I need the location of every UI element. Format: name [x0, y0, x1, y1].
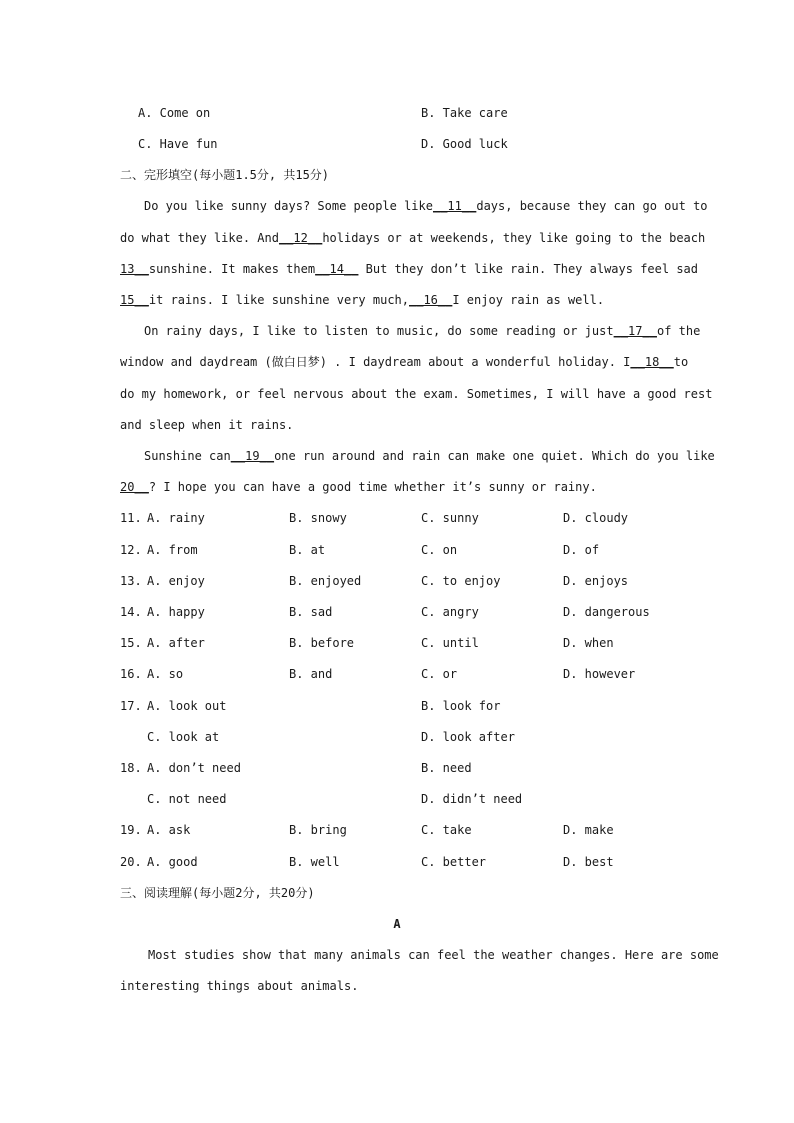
blank-19: __19__: [230, 449, 275, 463]
option-c: C. take: [421, 823, 472, 837]
question-number: 19.: [120, 823, 142, 837]
prev-option-a: A. Come on: [138, 106, 211, 120]
option-d: D. make: [563, 823, 614, 837]
option-a: A. happy: [147, 605, 205, 619]
blank-12: __12__: [278, 231, 323, 245]
option-a: A. from: [147, 543, 198, 557]
option-c: C. on: [421, 543, 458, 557]
option-b: B. enjoyed: [289, 574, 362, 588]
cloze-line: On rainy days, I like to listen to music, do some reading or just__17__of the: [144, 324, 701, 338]
cloze-line: do what they like. And__12__holidays or at weekends, they like going to the beach: [120, 231, 706, 245]
option-b: B. look for: [421, 699, 501, 713]
option-a: A. don’t need: [147, 761, 241, 775]
blank-11: __11__: [432, 199, 477, 213]
option-b: B. well: [289, 855, 340, 869]
option-d: D. best: [563, 855, 614, 869]
cloze-line: Do you like sunny days? Some people like__11__days, because they can go out to: [144, 199, 708, 213]
option-b: B. and: [289, 667, 333, 681]
cloze-line: Sunshine can__19__one run around and rain can make one quiet. Which do you like: [144, 449, 715, 463]
option-a: A. look out: [147, 699, 227, 713]
option-d: D. dangerous: [563, 605, 650, 619]
option-d: D. of: [563, 543, 600, 557]
option-a: A. so: [147, 667, 184, 681]
blank-14: __14__: [315, 262, 359, 276]
blank-16: __16__: [409, 293, 453, 307]
option-a: A. rainy: [147, 511, 205, 525]
passage-label: A: [393, 917, 401, 931]
option-b: B. at: [289, 543, 326, 557]
cloze-line: do my homework, or feel nervous about the exam. Sometimes, I will have a good rest: [120, 387, 713, 401]
blank-13: 13__: [120, 262, 149, 276]
question-number: 14.: [120, 605, 142, 619]
option-a: A. good: [147, 855, 198, 869]
question-number: 16.: [120, 667, 142, 681]
cloze-line: 15__it rains. I like sunshine very much,__16__I enjoy rain as well.: [120, 293, 605, 307]
cloze-line: and sleep when it rains.: [120, 418, 294, 432]
question-number: 20.: [120, 855, 142, 869]
cloze-line: window and daydream (做白日梦) . I daydream about a wonderful holiday. I__18__to: [120, 355, 689, 369]
option-b: B. sad: [289, 605, 333, 619]
question-number: 15.: [120, 636, 142, 650]
section2-heading: 二、完形填空(每小题1.5分, 共15分): [120, 168, 330, 182]
reading-line: interesting things about animals.: [120, 979, 359, 993]
reading-line: Most studies show that many animals can feel the weather changes. Here are some: [148, 948, 719, 962]
option-a: A. ask: [147, 823, 191, 837]
option-a: A. after: [147, 636, 205, 650]
prev-option-c: C. Have fun: [138, 137, 218, 151]
cloze-line: 20__? I hope you can have a good time whether it’s sunny or rainy.: [120, 480, 597, 494]
option-c: C. angry: [421, 605, 479, 619]
question-number: 18.: [120, 761, 142, 775]
question-number: 17.: [120, 699, 142, 713]
option-b: B. snowy: [289, 511, 347, 525]
question-number: 13.: [120, 574, 142, 588]
option-c: C. sunny: [421, 511, 479, 525]
option-c: C. or: [421, 667, 458, 681]
option-b: B. before: [289, 636, 355, 650]
option-d: D. when: [563, 636, 614, 650]
option-b: B. bring: [289, 823, 347, 837]
blank-20: 20__: [120, 480, 149, 494]
option-c: C. better: [421, 855, 487, 869]
option-c: C. look at: [147, 730, 220, 744]
option-c: C. to enjoy: [421, 574, 501, 588]
question-number: 11.: [120, 511, 142, 525]
option-d: D. enjoys: [563, 574, 629, 588]
option-c: C. not need: [147, 792, 227, 806]
option-b: B. need: [421, 761, 472, 775]
option-d: D. didn’t need: [421, 792, 523, 806]
option-c: C. until: [421, 636, 479, 650]
section3-heading: 三、阅读理解(每小题2分, 共20分): [120, 886, 315, 900]
option-a: A. enjoy: [147, 574, 205, 588]
blank-18: __18__: [630, 355, 674, 369]
question-number: 12.: [120, 543, 142, 557]
prev-option-d: D. Good luck: [421, 137, 508, 151]
option-d: D. however: [563, 667, 636, 681]
option-d: D. cloudy: [563, 511, 629, 525]
blank-15: 15__: [120, 293, 149, 307]
prev-option-b: B. Take care: [421, 106, 508, 120]
blank-17: __17__: [613, 324, 657, 338]
option-d: D. look after: [421, 730, 515, 744]
cloze-line: 13__sunshine. It makes them__14__ But they don’t like rain. They always feel sad: [120, 262, 698, 276]
